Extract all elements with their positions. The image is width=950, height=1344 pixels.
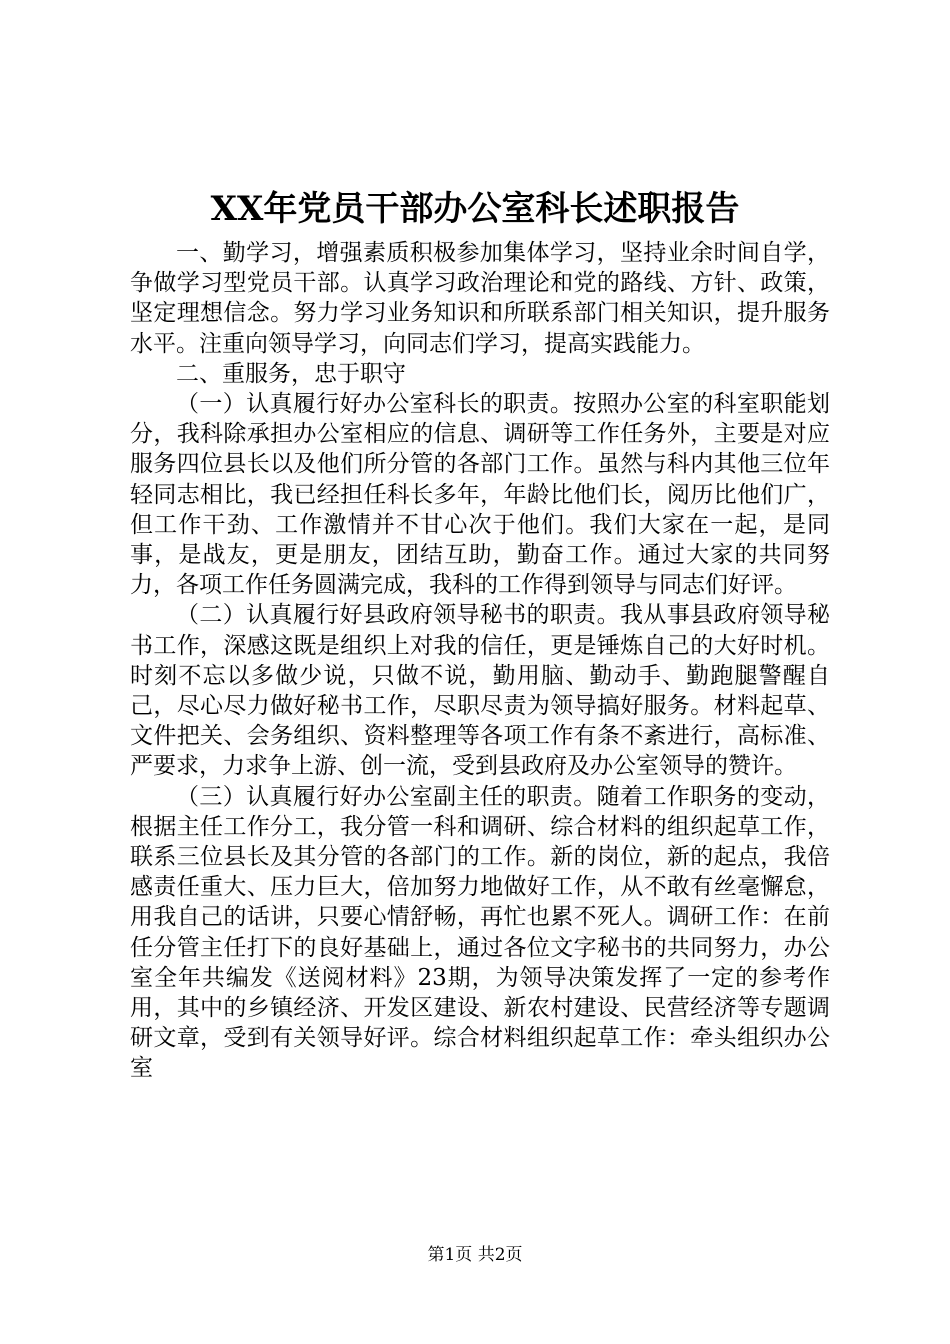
document-body [130,238,830,1084]
page-footer: 第1页 共2页 [427,1245,523,1265]
paragraph-secretary: （二）认真履行好县政府领导秘书的职责。我从事县政府领导秘书工作，深感这既是组织上对我的信任，更是锤炼自己的大好时机。时刻不忘以多做少说，只做不说，勤用脑、勤动手、勤跑腿警醒自己，尽心尽力做好秘书工作，尽职尽责为领导搞好服务。材料起草、文件把关、会务组织、资料整理等各项工作有条不紊进行，高标准、严要求，力求争上游、创一流，受到县政府及办公室领导的赞许。 [130,602,830,780]
paragraph-deputy-director: （三）认真履行好办公室副主任的职责。随着工作职务的变动，根据主任工作分工，我分管一科和调研、综合材料的组织起草工作，联系三位县长及其分管的各部门的工作。新的岗位，新的起点，我倍感责任重大、压力巨大，倍加努力地做好工作，从不敢有丝毫懈怠，用我自己的话讲，只要心情舒畅，再忙也累不死人。调研工作：在前任分管主任打下的良好基础上，通过各位文字秘书的共同努力，办公室全年共编发《送阅材料》23期，为领导决策发挥了一定的参考作用，其中的乡镇经济、开发区建设、新农村建设、民营经济等专题调研文章，受到有关领导好评。综合材料组织起草工作：牵头组织办公室 [130,783,830,1082]
paragraph-service-heading: 二、重服务，忠于职守 [176,360,406,387]
document-title: XX年党员干部办公室科长述职报告 [210,189,740,229]
paragraph-section-chief: （一）认真履行好办公室科长的职责。按照办公室的科室职能划分，我科除承担办公室相应的信息、调研等工作任务外，主要是对应服务四位县长以及他们所分管的各部门工作。虽然与科内其他三位年轻同志相比，我已经担任科长多年，年龄比他们长，阅历比他们广，但工作干劲、工作激情并不甘心次于他们。我们大家在一起，是同事，是战友，更是朋友，团结互助，勤奋工作。通过大家的共同努力，各项工作任务圆满完成，我科的工作得到领导与同志们好评。 [130,391,830,599]
paragraph-study: 一、勤学习，增强素质积极参加集体学习，坚持业余时间自学，争做学习型党员干部。认真学习政治理论和党的路线、方针、政策，坚定理想信念。努力学习业务知识和所联系部门相关知识，提升服务水平。注重向领导学习，向同志们学习，提高实践能力。 [130,240,830,357]
